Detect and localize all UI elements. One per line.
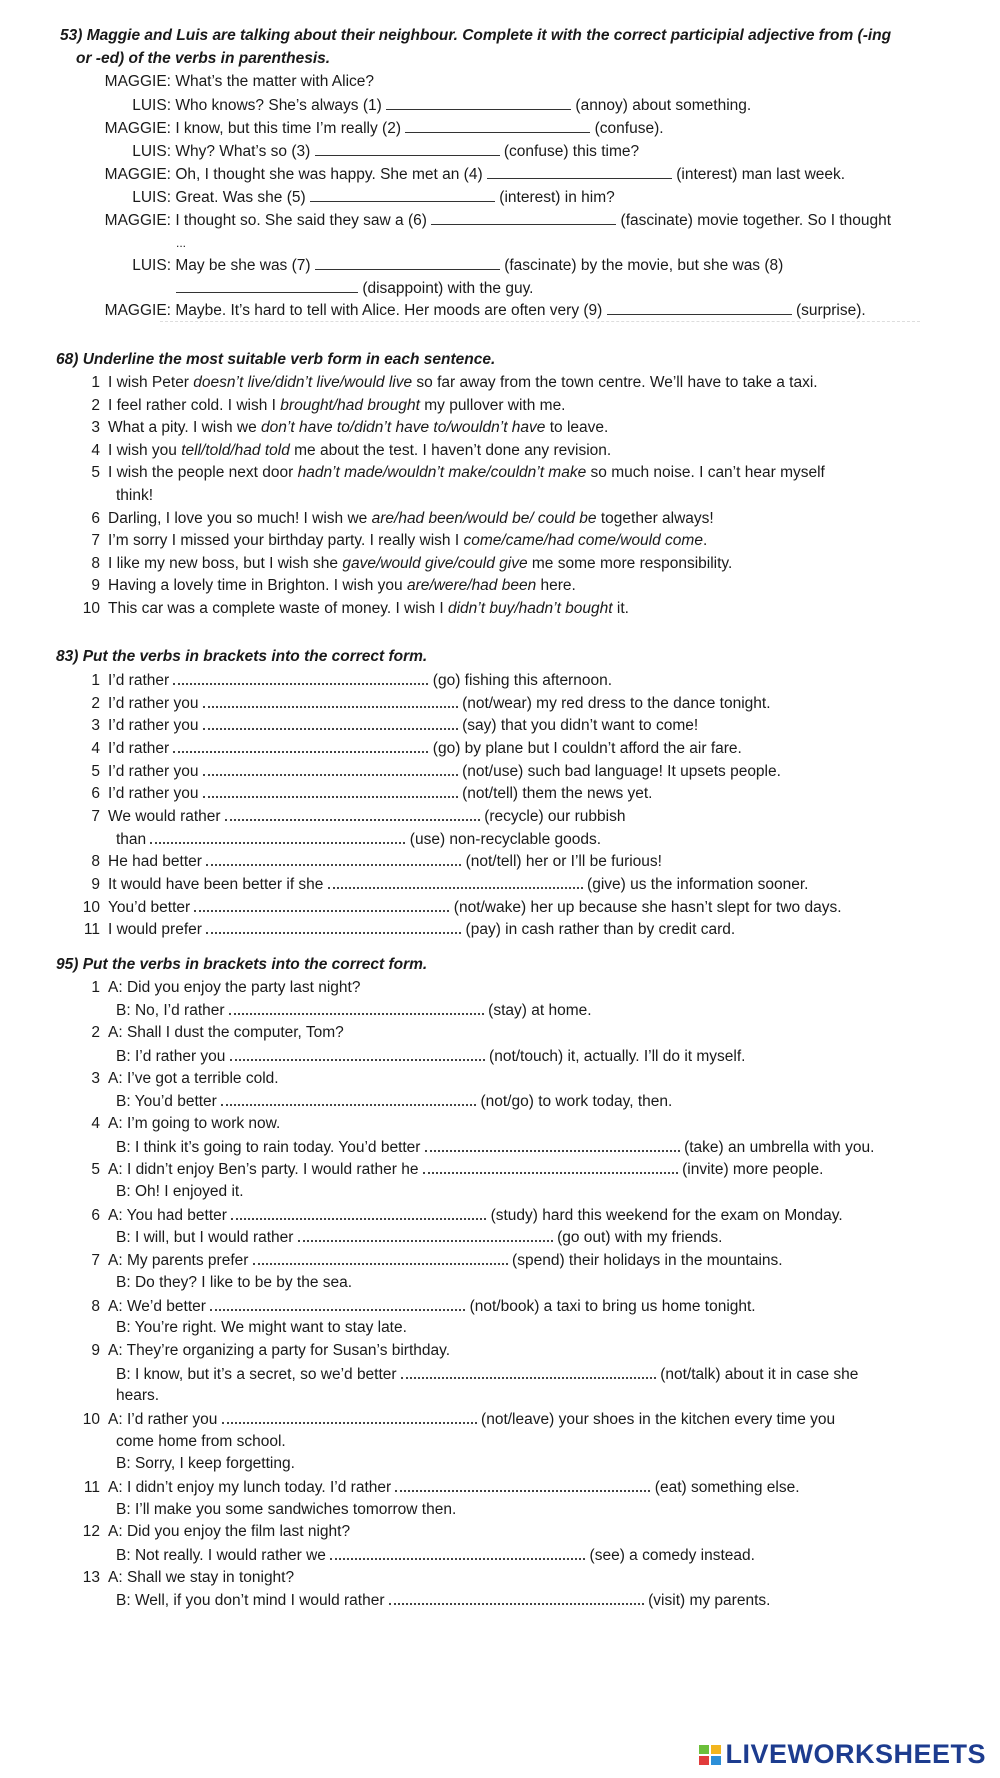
answer-blank[interactable] xyxy=(395,1477,650,1492)
dialogue-line: LUIS: Why? What’s so (3) (confuse) this time? xyxy=(132,143,640,160)
list-item: 6 A: You had better (study) hard this weekend for the exam on Monday. xyxy=(91,1207,843,1224)
answer-blank-8[interactable] xyxy=(176,278,358,293)
answer-blank-9[interactable] xyxy=(607,300,792,315)
list-item: 3 I’d rather you (say) that you didn’t want to come! xyxy=(91,717,699,734)
ex53-title: 53) Maggie and Luis are talking about their neighbour. Complete it with the correct participial adjective from (-ing xyxy=(60,27,892,44)
list-item: 1 I’d rather (go) fishing this afternoon. xyxy=(91,672,613,689)
answer-blank[interactable] xyxy=(203,693,458,708)
answer-blank[interactable] xyxy=(230,1046,485,1061)
list-item: 1 I wish Peter doesn’t live/didn’t live/would live so far away from the town centre. We’ll have to take a taxi. xyxy=(91,374,818,391)
dialogue-line: MAGGIE: I know, but this time I’m really (2) (confuse). xyxy=(104,120,664,137)
list-item: come home from school. xyxy=(116,1433,286,1450)
answer-blank[interactable] xyxy=(206,919,461,934)
answer-blank-3[interactable] xyxy=(315,141,500,156)
list-item: 8 I like my new boss, but I wish she gave/would give/could give me some more responsibility. xyxy=(91,555,733,572)
list-item: 12 A: Did you enjoy the film last night? xyxy=(82,1523,351,1540)
dialogue-line: LUIS: Who knows? She’s always (1) (annoy) about something. xyxy=(132,97,752,114)
list-item: 2 I’d rather you (not/wear) my red dress to the dance tonight. xyxy=(91,695,771,712)
answer-blank-4[interactable] xyxy=(487,164,672,179)
list-item: B: No, I’d rather (stay) at home. xyxy=(116,1002,592,1019)
list-item: 10 You’d better (not/wake) her up because she hasn’t slept for two days. xyxy=(82,899,842,916)
ex68-title: 68) Underline the most suitable verb form in each sentence. xyxy=(56,351,496,368)
answer-blank[interactable] xyxy=(389,1590,644,1605)
list-item: 2 A: Shall I dust the computer, Tom? xyxy=(91,1024,344,1041)
answer-blank[interactable] xyxy=(221,1091,476,1106)
list-item: hears. xyxy=(116,1387,160,1404)
verb-options[interactable]: gave/would give/could give xyxy=(342,555,528,572)
dialogue-line: LUIS: May be she was (7) (fascinate) by the movie, but she was (8) xyxy=(132,257,784,274)
list-item-cont: think! xyxy=(116,487,154,504)
list-item: 3 What a pity. I wish we don’t have to/didn’t have to/wouldn’t have to leave. xyxy=(91,419,609,436)
list-item: 9 Having a lovely time in Brighton. I wish you are/were/had been here. xyxy=(91,577,576,594)
answer-blank[interactable] xyxy=(222,1409,477,1424)
dialogue-line: MAGGIE: What’s the matter with Alice? xyxy=(104,73,375,90)
list-item: 10 A: I’d rather you (not/leave) your shoes in the kitchen every time you xyxy=(82,1411,836,1428)
dialogue-line: (disappoint) with the guy. xyxy=(176,278,533,299)
verb-options[interactable]: tell/told/had told xyxy=(181,442,290,459)
answer-blank[interactable] xyxy=(330,1545,585,1560)
answer-blank-2[interactable] xyxy=(405,118,590,133)
list-item: 2 I feel rather cold. I wish I brought/had brought my pullover with me. xyxy=(91,397,566,414)
list-item: 11 I would prefer (pay) in cash rather than by credit card. xyxy=(83,921,736,938)
list-item: 7 We would rather (recycle) our rubbish xyxy=(91,808,626,825)
list-item: 5 I wish the people next door hadn’t made/wouldn’t make/couldn’t make so much noise. I can’t hear myself xyxy=(91,464,825,481)
list-item: 6 Darling, I love you so much! I wish we are/had been/would be/ could be together always! xyxy=(91,510,714,527)
dialogue-line: MAGGIE: Oh, I thought she was happy. She met an (4) (interest) man last week. xyxy=(104,166,846,183)
answer-blank-1[interactable] xyxy=(386,95,571,110)
verb-options[interactable]: don’t have to/didn’t have to/wouldn’t have xyxy=(261,419,546,436)
answer-blank-5[interactable] xyxy=(310,187,495,202)
answer-blank[interactable] xyxy=(194,897,449,912)
list-item: B: Sorry, I keep forgetting. xyxy=(116,1455,295,1472)
list-item: B: I’ll make you some sandwiches tomorrow then. xyxy=(116,1501,457,1518)
list-item: 4 I wish you tell/told/had told me about the test. I haven’t done any revision. xyxy=(91,442,612,459)
list-item: 7 I’m sorry I missed your birthday party. I really wish I come/came/had come/would come. xyxy=(91,532,708,549)
list-item: 8 He had better (not/tell) her or I’ll be furious! xyxy=(91,853,662,870)
dialogue-line: MAGGIE: I thought so. She said they saw a (6) (fascinate) movie together. So I thought xyxy=(104,212,892,229)
answer-blank[interactable] xyxy=(173,738,428,753)
verb-options[interactable]: didn’t buy/hadn’t bought xyxy=(447,600,613,617)
list-item: B: I know, but it’s a secret, so we’d better (not/talk) about it in case she xyxy=(116,1366,859,1383)
verb-options[interactable]: hadn’t made/wouldn’t make/couldn’t make xyxy=(297,464,587,481)
dialogue-line: LUIS: Great. Was she (5) (interest) in him? xyxy=(132,189,615,206)
verb-options[interactable]: are/were/had been xyxy=(406,577,537,594)
list-item: 6 I’d rather you (not/tell) them the news yet. xyxy=(91,785,653,802)
list-item: 5 A: I didn’t enjoy Ben’s party. I would rather he (invite) more people. xyxy=(91,1161,824,1178)
liveworksheets-logo-icon xyxy=(699,1745,721,1765)
answer-blank[interactable] xyxy=(203,783,458,798)
answer-blank-6[interactable] xyxy=(431,210,616,225)
answer-blank[interactable] xyxy=(150,829,405,844)
dialogue-line: MAGGIE: Maybe. It’s hard to tell with Alice. Her moods are often very (9) (surprise). xyxy=(104,302,866,319)
verb-options[interactable]: come/came/had come/would come xyxy=(463,532,703,549)
list-item: B: I’d rather you (not/touch) it, actually. I’ll do it myself. xyxy=(116,1048,746,1065)
answer-blank[interactable] xyxy=(425,1137,680,1152)
list-item: B: Do they? I like to be by the sea. xyxy=(116,1274,353,1291)
list-item: 9 A: They’re organizing a party for Susan’s birthday. xyxy=(91,1342,451,1359)
answer-blank[interactable] xyxy=(328,874,583,889)
list-item: 3 A: I’ve got a terrible cold. xyxy=(91,1070,279,1087)
list-item: B: You’d better (not/go) to work today, then. xyxy=(116,1093,673,1110)
list-item: B: Not really. I would rather we (see) a comedy instead. xyxy=(116,1547,755,1564)
answer-blank[interactable] xyxy=(298,1227,553,1242)
list-item: 4 A: I’m going to work now. xyxy=(91,1115,281,1132)
answer-blank[interactable] xyxy=(203,715,458,730)
answer-blank[interactable] xyxy=(229,1000,484,1015)
divider xyxy=(160,321,920,322)
list-item: 13 A: Shall we stay in tonight? xyxy=(82,1569,295,1586)
list-item: 9 It would have been better if she (give) us the information sooner. xyxy=(91,876,809,893)
answer-blank-7[interactable] xyxy=(315,255,500,270)
list-item: 10 This car was a complete waste of money. I wish I didn’t buy/hadn’t bought it. xyxy=(82,600,629,617)
answer-blank[interactable] xyxy=(173,670,428,685)
answer-blank[interactable] xyxy=(231,1205,486,1220)
list-item: 5 I’d rather you (not/use) such bad language! It upsets people. xyxy=(91,763,781,780)
verb-options[interactable]: are/had been/would be/ could be xyxy=(371,510,597,527)
verb-options[interactable]: brought/had brought xyxy=(280,397,420,414)
answer-blank[interactable] xyxy=(203,761,458,776)
answer-blank[interactable] xyxy=(210,1296,465,1311)
ex83-title: 83) Put the verbs in brackets into the correct form. xyxy=(56,648,428,665)
answer-blank[interactable] xyxy=(253,1250,508,1265)
liveworksheets-logo[interactable] xyxy=(699,1739,986,1770)
list-item: 1 A: Did you enjoy the party last night? xyxy=(91,979,361,996)
answer-blank[interactable] xyxy=(401,1364,656,1379)
list-item: B: Oh! I enjoyed it. xyxy=(116,1183,244,1200)
list-item: B: I think it’s going to rain today. You’d better (take) an umbrella with you. xyxy=(116,1139,875,1156)
list-item-cont: than (use) non-recyclable goods. xyxy=(116,831,602,848)
answer-blank[interactable] xyxy=(423,1159,678,1174)
list-item: 11 A: I didn’t enjoy my lunch today. I’d rather (eat) something else. xyxy=(83,1479,800,1496)
answer-blank[interactable] xyxy=(225,806,480,821)
list-item: 4 I’d rather (go) by plane but I couldn’t afford the air fare. xyxy=(91,740,742,757)
list-item: B: You’re right. We might want to stay late. xyxy=(116,1319,407,1336)
answer-blank[interactable] xyxy=(206,851,461,866)
list-item: B: I will, but I would rather (go out) with my friends. xyxy=(116,1229,723,1246)
liveworksheets-logo-text: LIVEWORKSHEETS xyxy=(725,1739,986,1769)
list-item: 7 A: My parents prefer (spend) their holidays in the mountains. xyxy=(91,1252,783,1269)
ex53-title-cont: or -ed) of the verbs in parenthesis. xyxy=(76,50,331,67)
verb-options[interactable]: doesn’t live/didn’t live/would live xyxy=(193,374,413,391)
ellipsis: ... xyxy=(176,236,187,250)
ex95-title: 95) Put the verbs in brackets into the correct form. xyxy=(56,956,428,973)
list-item: B: Well, if you don’t mind I would rather (visit) my parents. xyxy=(116,1592,771,1609)
list-item: 8 A: We’d better (not/book) a taxi to bring us home tonight. xyxy=(91,1298,756,1315)
